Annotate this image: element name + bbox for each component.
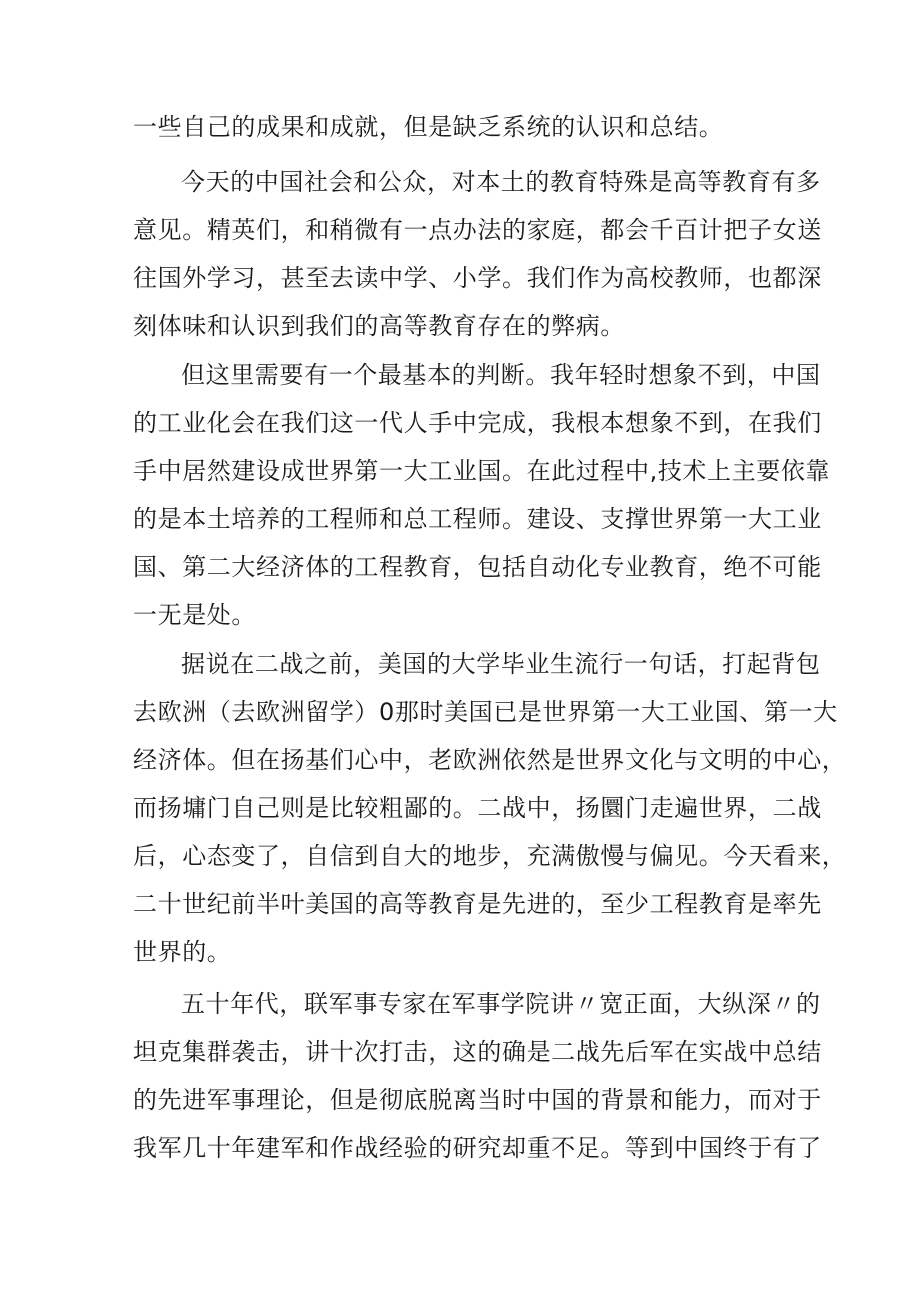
text-line-20: 坦克集群袭击，讲十次打击，这的确是二战先后军在实战中总结 [133,1038,822,1066]
text-line-7: 的工业化会在我们这一代人手中完成，我根本想象不到，在我们 [133,409,822,437]
text-line-9: 的是本土培养的工程师和总工程师。建设、支撑世界第一大工业 [133,505,822,533]
text-line-6: 但这里需要有一个最基本的判断。我年轻时想象不到，中国 [181,361,821,389]
text-line-5: 刻体味和认识到我们的高等教育存在的弊病。 [133,312,625,340]
text-line-21: 的先进军事理论，但是彻底脱离当时中国的背景和能力，而对于 [133,1086,822,1114]
text-line-2: 今天的中国社会和公众，对本土的教育特殊是高等教育有多 [181,168,821,196]
text-line-3: 意见。精英们，和稍微有一点办法的家庭，都会千百计把子女送 [133,216,822,244]
text-line-13: 去欧洲（去欧洲留学）0那时美国已是世界第一大工业国、第一大 [133,698,838,726]
text-line-16: 后，心态变了，自信到自大的地步，充满傲慢与偏见。今天看来， [133,842,847,870]
text-line-4: 往国外学习，甚至去读中学、小学。我们作为高校教师，也都深 [133,264,822,292]
text-line-14: 经济体。但在扬基们心中，老欧洲依然是世界文化与文明的中心， [133,746,847,774]
text-line-17: 二十世纪前半叶美国的高等教育是先进的，至少工程教育是率先 [133,890,822,918]
text-line-15: 而扬墉门自己则是比较粗鄙的。二战中，扬圜门走遍世界，二战 [133,794,822,822]
text-line-10: 国、第二大经济体的工程教育，包括自动化专业教育，绝不可能 [133,553,822,581]
text-line-18: 世界的。 [133,938,232,966]
text-line-11: 一无是处。 [133,601,256,629]
text-line-22: 我军几十年建军和作战经验的研究却重不足。等到中国终于有了 [133,1134,822,1162]
text-line-8: 手中居然建设成世界第一大工业国。在此过程中,技术上主要依靠 [133,457,831,485]
text-line-19: 五十年代，联军事专家在军事学院讲〃宽正面，大纵深〃的 [181,990,821,1018]
text-line-12: 据说在二战之前，美国的大学毕业生流行一句话，打起背包 [181,650,821,678]
text-line-1: 一些自己的成果和成就，但是缺乏系统的认识和总结。 [133,113,724,141]
